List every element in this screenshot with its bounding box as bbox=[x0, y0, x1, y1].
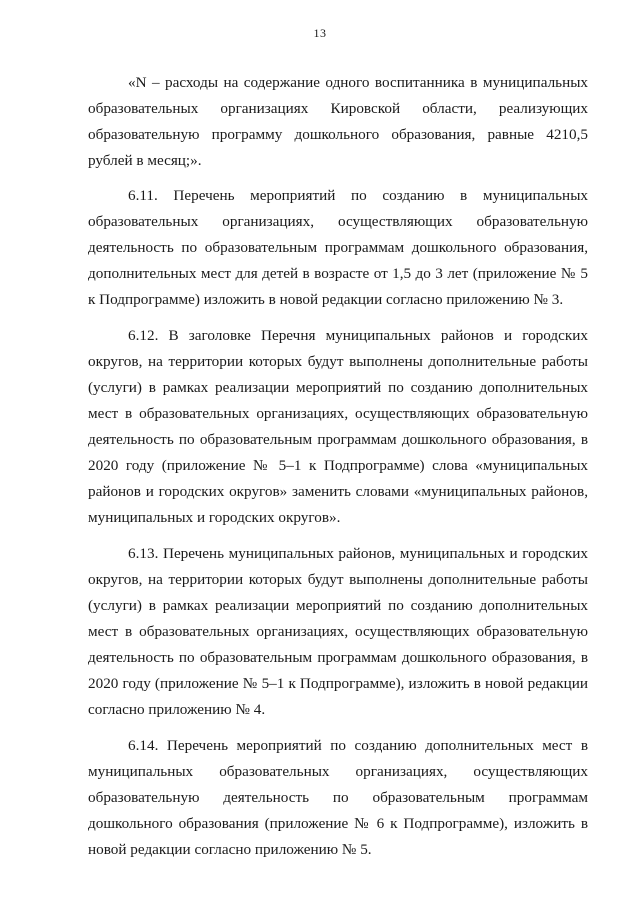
paragraph-6-12: 6.12. В заголовке Перечня муниципальных районов и городских округов, на территории которых будут выполнены дополнительные работы (услуги) в рамках реализации мероприятий по созданию дополнительных мест в образовательных организациях, осуществляющих образовательную деятельность по образовательным программам дошкольного образования, в 2020 году (приложение № 5–1 к Подпрограмме) слова «муниципальных районов и городских округов» заменить словами «муниципальных районов, муниципальных и городских округов». bbox=[88, 327, 588, 526]
paragraph-6-13: 6.13. Перечень муниципальных районов, муниципальных и городских округов, на территории которых будут выполнены дополнительные работы (услуги) в рамках реализации мероприятий по созданию дополнительных мест в образовательных организациях, осуществляющих образовательную деятельность по образовательным программам дошкольного образования, в 2020 году (приложение № 5–1 к Подпрограмме), изложить в новой редакции согласно приложению № 4. bbox=[88, 545, 588, 718]
paragraph-6-11: 6.11. Перечень мероприятий по созданию в муниципальных образовательных организациях, осуществляющих образовательную деятельность по образовательным программам дошкольного образования, дополнительных мест для детей в возрасте от 1,5 до 3 лет (приложение № 5 к Подпрограмме) изложить в новой редакции согласно приложению № 3. bbox=[88, 187, 588, 308]
paragraph-formula-definition: «N – расходы на содержание одного воспитанника в муниципальных образовательных организациях Кировской области, реализующих образовательную программу дошкольного образования, равные 4210,5 рублей в месяц;». bbox=[88, 74, 588, 169]
document-body bbox=[88, 70, 588, 873]
paragraph-6-14: 6.14. Перечень мероприятий по созданию дополнительных мест в муниципальных образовательных организациях, осуществляющих образовательную деятельность по образовательным программам дошкольного образования (приложение № 6 к Подпрограмме), изложить в новой редакции согласно приложению № 5. bbox=[88, 737, 588, 858]
page-number: 13 bbox=[313, 26, 327, 40]
